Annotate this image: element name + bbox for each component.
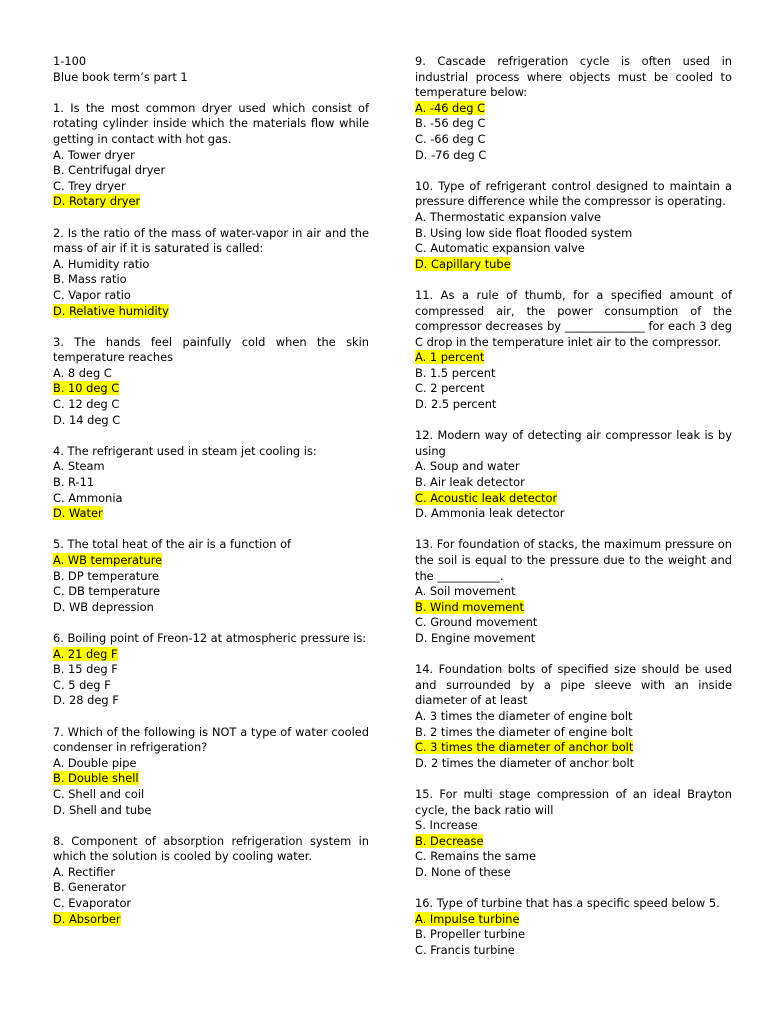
question-block bbox=[415, 787, 732, 881]
answer-option-text: A. 8 deg C bbox=[53, 365, 112, 380]
highlighted-answer-text: B. Wind movement bbox=[415, 599, 524, 614]
question-block bbox=[415, 537, 732, 646]
answer-option-text: B. -56 deg C bbox=[415, 116, 486, 131]
answer-option-highlighted bbox=[415, 101, 732, 117]
answer-option bbox=[53, 865, 369, 881]
answer-option-text: C. DB temperature bbox=[53, 584, 160, 599]
highlighted-answer-text: A. 1 percent bbox=[415, 350, 485, 365]
question-block bbox=[53, 226, 369, 320]
answer-option-text: D. 2 times the diameter of anchor bolt bbox=[415, 755, 635, 770]
answer-option-text: B. Using low side float flooded system bbox=[415, 225, 633, 240]
answer-option bbox=[415, 631, 732, 647]
answer-option-text: C. Remains the same bbox=[415, 849, 536, 864]
page-range: 1-100 bbox=[53, 54, 87, 68]
question-stem: 6. Boiling point of Freon-12 at atmospheric pressure is: bbox=[53, 630, 367, 645]
answer-option-text: B. DP temperature bbox=[53, 568, 159, 583]
left-column bbox=[53, 54, 369, 943]
highlighted-answer-text: D. Water bbox=[53, 506, 103, 521]
question-stem: 9. Cascade refrigeration cycle is often used in industrial process where objects must be cooled to temperature below: bbox=[415, 54, 732, 100]
answer-option-text: D. Ammonia leak detector bbox=[415, 506, 565, 521]
answer-option bbox=[53, 475, 369, 491]
answer-option-text: B. Generator bbox=[53, 880, 126, 895]
question-stem: 3. The hands feel painfully cold when the skin temperature reaches bbox=[53, 334, 369, 365]
answer-option bbox=[415, 615, 732, 631]
question-stem: 13. For foundation of stacks, the maximum pressure on the soil is equal to the pressure due to the weight and the ___________. bbox=[415, 537, 732, 583]
question-stem: 8. Component of absorption refrigeration system in which the solution is cooled by cooling water. bbox=[53, 833, 369, 864]
answer-option-highlighted bbox=[415, 491, 732, 507]
highlighted-answer-text: D. Rotary dryer bbox=[53, 194, 141, 209]
answer-option bbox=[415, 943, 732, 959]
answer-option bbox=[415, 148, 732, 164]
answer-option-text: A. Steam bbox=[53, 459, 105, 474]
highlighted-answer-text: D. Absorber bbox=[53, 911, 121, 926]
answer-option bbox=[415, 241, 732, 257]
answer-option-highlighted bbox=[53, 304, 369, 320]
answer-option bbox=[53, 366, 369, 382]
answer-option-highlighted bbox=[53, 553, 369, 569]
answer-option-text: B. 2 times the diameter of engine bolt bbox=[415, 724, 633, 739]
answer-option bbox=[415, 927, 732, 943]
right-question-list bbox=[415, 54, 732, 958]
question-block bbox=[415, 54, 732, 163]
answer-option bbox=[415, 366, 732, 382]
answer-option-highlighted bbox=[415, 740, 732, 756]
answer-option-text: S. Increase bbox=[415, 818, 478, 833]
answer-option-text: B. R-11 bbox=[53, 475, 95, 490]
highlighted-answer-text: A. Impulse turbine bbox=[415, 911, 520, 926]
answer-option bbox=[415, 381, 732, 397]
answer-option-text: C. Shell and coil bbox=[53, 786, 145, 801]
highlighted-answer-text: A. 21 deg F bbox=[53, 646, 118, 661]
answer-option-text: A. Double pipe bbox=[53, 755, 137, 770]
answer-option-text: D. WB depression bbox=[53, 599, 154, 614]
answer-option-text: D. Engine movement bbox=[415, 630, 536, 645]
answer-option-text: C. 5 deg F bbox=[53, 677, 111, 692]
answer-option-text: A. Soil movement bbox=[415, 584, 516, 599]
answer-option bbox=[53, 787, 369, 803]
answer-option-highlighted bbox=[53, 194, 369, 210]
question-stem: 2. Is the ratio of the mass of water-vapor in air and the mass of air if it is saturated is called: bbox=[53, 225, 369, 256]
answer-option bbox=[53, 803, 369, 819]
answer-option-text: D. None of these bbox=[415, 864, 511, 879]
highlighted-answer-text: D. Relative humidity bbox=[53, 303, 169, 318]
left-question-list bbox=[53, 101, 369, 927]
answer-option bbox=[53, 896, 369, 912]
answer-option-text: B. Air leak detector bbox=[415, 475, 525, 490]
answer-option-text: B. Propeller turbine bbox=[415, 927, 525, 942]
answer-option bbox=[53, 413, 369, 429]
answer-option-text: B. 1.5 percent bbox=[415, 365, 496, 380]
answer-option-text: D. 28 deg F bbox=[53, 693, 119, 708]
right-column bbox=[415, 54, 732, 974]
answer-option bbox=[415, 865, 732, 881]
question-stem: 14. Foundation bolts of specified size should be used and surrounded by a pipe sleeve with an inside diameter of at least bbox=[415, 662, 732, 708]
answer-option-text: A. Tower dryer bbox=[53, 147, 135, 162]
answer-option bbox=[53, 584, 369, 600]
answer-option-highlighted bbox=[53, 506, 369, 522]
answer-option bbox=[415, 132, 732, 148]
answer-option bbox=[415, 116, 732, 132]
answer-option bbox=[53, 756, 369, 772]
answer-option-text: B. Centrifugal dryer bbox=[53, 163, 166, 178]
answer-option-text: C. -66 deg C bbox=[415, 131, 486, 146]
answer-option-highlighted bbox=[53, 647, 369, 663]
answer-option bbox=[415, 849, 732, 865]
answer-option bbox=[53, 397, 369, 413]
answer-option bbox=[415, 475, 732, 491]
answer-option bbox=[53, 600, 369, 616]
answer-option-text: A. Humidity ratio bbox=[53, 256, 150, 271]
answer-option-highlighted bbox=[53, 771, 369, 787]
question-stem: 7. Which of the following is NOT a type of water cooled condenser in refrigeration? bbox=[53, 724, 369, 755]
highlighted-answer-text: A. WB temperature bbox=[53, 553, 163, 567]
answer-option-text: C. 2 percent bbox=[415, 381, 485, 396]
highlighted-answer-text: D. Capillary tube bbox=[415, 256, 511, 271]
answer-option bbox=[53, 288, 369, 304]
answer-option-text: A. Soup and water bbox=[415, 459, 520, 474]
question-stem: 5. The total heat of the air is a function of bbox=[53, 537, 292, 552]
answer-option-text: C. Vapor ratio bbox=[53, 287, 131, 302]
question-stem: 4. The refrigerant used in steam jet cooling is: bbox=[53, 443, 317, 458]
answer-option bbox=[415, 459, 732, 475]
answer-option-text: B. 15 deg F bbox=[53, 662, 118, 677]
question-block bbox=[53, 631, 369, 709]
highlighted-answer-text: B. Double shell bbox=[53, 771, 139, 786]
question-block bbox=[415, 288, 732, 413]
answer-option-text: C. Automatic expansion valve bbox=[415, 241, 585, 256]
highlighted-answer-text: C. Acoustic leak detector bbox=[415, 490, 558, 505]
answer-option bbox=[415, 506, 732, 522]
answer-option bbox=[415, 584, 732, 600]
answer-option bbox=[53, 880, 369, 896]
answer-option-text: C. Trey dryer bbox=[53, 178, 126, 193]
highlighted-answer-text: C. 3 times the diameter of anchor bolt bbox=[415, 740, 634, 755]
question-block bbox=[53, 537, 369, 615]
question-block bbox=[53, 725, 369, 819]
answer-option-text: C. Francis turbine bbox=[415, 942, 515, 957]
highlighted-answer-text: B. 10 deg C bbox=[53, 381, 120, 396]
question-stem: 10. Type of refrigerant control designed to maintain a pressure difference while the compressor is operating. bbox=[415, 178, 732, 209]
answer-option-highlighted bbox=[415, 350, 732, 366]
answer-option bbox=[53, 693, 369, 709]
answer-option bbox=[415, 397, 732, 413]
answer-option bbox=[53, 257, 369, 273]
question-block bbox=[415, 428, 732, 522]
answer-option-text: D. 14 deg C bbox=[53, 412, 121, 427]
answer-option bbox=[415, 226, 732, 242]
answer-option bbox=[53, 662, 369, 678]
answer-option-text: B. Mass ratio bbox=[53, 272, 127, 287]
answer-option-text: C. 12 deg C bbox=[53, 397, 120, 412]
answer-option bbox=[415, 725, 732, 741]
answer-option-highlighted bbox=[53, 912, 369, 928]
answer-option-highlighted bbox=[415, 600, 732, 616]
question-stem: 1. Is the most common dryer used which consist of rotating cylinder inside which the materials flow while getting in contact with hot gas. bbox=[53, 100, 369, 146]
highlighted-answer-text: B. Decrease bbox=[415, 833, 484, 848]
question-stem: 16. Type of turbine that has a specific speed below 5. bbox=[415, 896, 720, 911]
answer-option bbox=[53, 569, 369, 585]
answer-option bbox=[53, 148, 369, 164]
question-block bbox=[53, 335, 369, 429]
answer-option-text: C. Evaporator bbox=[53, 896, 132, 911]
answer-option-highlighted bbox=[415, 912, 732, 928]
question-block bbox=[53, 834, 369, 928]
question-block bbox=[415, 662, 732, 771]
answer-option-text: D. 2.5 percent bbox=[415, 397, 497, 412]
question-block bbox=[415, 896, 732, 958]
answer-option-text: A. Thermostatic expansion valve bbox=[415, 209, 601, 224]
document-header bbox=[53, 54, 369, 85]
answer-option-highlighted bbox=[415, 257, 732, 273]
answer-option bbox=[415, 756, 732, 772]
answer-option bbox=[53, 272, 369, 288]
question-block bbox=[53, 444, 369, 522]
answer-option bbox=[415, 818, 732, 834]
answer-option bbox=[415, 210, 732, 226]
question-block bbox=[415, 179, 732, 273]
answer-option-text: A. 3 times the diameter of engine bolt bbox=[415, 708, 633, 723]
question-stem: 15. For multi stage compression of an ideal Brayton cycle, the back ratio will bbox=[415, 786, 732, 817]
answer-option-text: D. Shell and tube bbox=[53, 802, 152, 817]
answer-option-highlighted bbox=[53, 381, 369, 397]
highlighted-answer-text: A. -46 deg C bbox=[415, 100, 486, 115]
answer-option-text: D. -76 deg C bbox=[415, 147, 487, 162]
question-block bbox=[53, 101, 369, 210]
question-stem: 12. Modern way of detecting air compressor leak is by using bbox=[415, 428, 732, 458]
answer-option-highlighted bbox=[415, 834, 732, 850]
answer-option bbox=[53, 491, 369, 507]
answer-option-text: A. Rectifier bbox=[53, 864, 116, 879]
answer-option bbox=[415, 709, 732, 725]
answer-option bbox=[53, 163, 369, 179]
answer-option bbox=[53, 459, 369, 475]
answer-option bbox=[53, 678, 369, 694]
answer-option-text: C. Ground movement bbox=[415, 615, 538, 630]
answer-option bbox=[53, 179, 369, 195]
document-title: Blue book term’s part 1 bbox=[53, 69, 188, 84]
answer-option-text: C. Ammonia bbox=[53, 490, 123, 505]
question-stem: 11. As a rule of thumb, for a specified amount of compressed air, the power consumption of the compressor decreases by ______________ for each 3 deg C drop in the temperature inlet air to the compressor. bbox=[415, 287, 732, 349]
